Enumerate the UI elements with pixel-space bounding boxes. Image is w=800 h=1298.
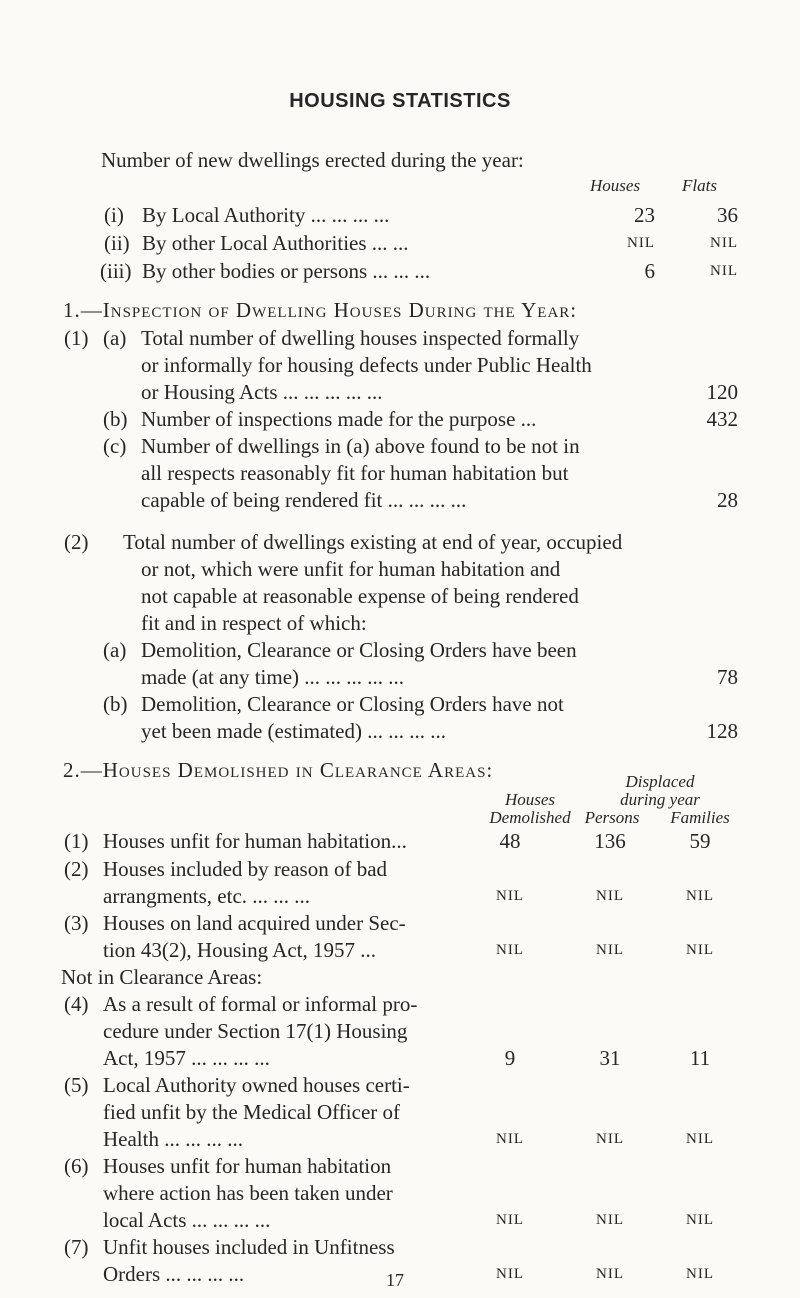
item2-line: fit and in respect of which: [141, 611, 367, 635]
row-text: By other Local Authorities ... ... [142, 231, 409, 255]
col-houses-header: Houses [590, 176, 641, 195]
a-line: or informally for housing defects under Public Health [141, 353, 592, 377]
row-text: Local Authority owned houses certi- [103, 1073, 410, 1097]
b-text: Number of inspections made for the purpose ... [141, 407, 537, 431]
row-text: cedure under Section 17(1) Housing [103, 1019, 408, 1043]
families-value: 59 [689, 829, 711, 853]
item2-line: not capable at reasonable expense of being rendered [141, 584, 579, 608]
houses-value: 9 [504, 1046, 516, 1070]
row-number: (i) [104, 203, 124, 227]
houses-value: 23 [634, 203, 655, 227]
row-text: Health ... ... ... ... [103, 1127, 243, 1151]
persons-value: NIL [596, 1266, 624, 1282]
houses-value: NIL [496, 1212, 524, 1228]
row-text: where action has been taken under [103, 1181, 393, 1205]
families-value: NIL [686, 1266, 714, 1282]
families-value: NIL [686, 1212, 714, 1228]
houses-value: 6 [644, 259, 655, 283]
houses-value: NIL [496, 942, 524, 958]
row-text: As a result of formal or informal pro- [103, 992, 418, 1016]
row-text: fied unfit by the Medical Officer of [103, 1100, 401, 1124]
e-line: yet been made (estimated) ... ... ... ... [141, 719, 446, 743]
c-line: all respects reasonably fit for human habitation but [141, 461, 569, 485]
row-text: Houses included by reason of bad [103, 857, 388, 881]
sub-label: (b) [103, 407, 128, 431]
d-line: Demolition, Clearance or Closing Orders have been [141, 638, 577, 662]
sub-label: (a) [103, 326, 127, 350]
item2-line: or not, which were unfit for human habitation and [141, 557, 561, 581]
persons-value: 31 [599, 1046, 621, 1070]
row-number: (5) [64, 1073, 89, 1097]
flats-value: NIL [710, 263, 738, 279]
row-number: (3) [64, 911, 89, 935]
row-number: (iii) [100, 259, 132, 283]
sub-label: (a) [103, 638, 127, 662]
persons-value: NIL [596, 1131, 624, 1147]
families-header: Families [670, 808, 730, 827]
row-text: Orders ... ... ... ... [103, 1262, 245, 1286]
intro-label: Number of new dwellings erected during the year: [101, 148, 524, 172]
houses-value: NIL [496, 888, 524, 904]
section-2-heading: 2.—Houses Demolished in Clearance Areas: [63, 758, 494, 782]
page-title: HOUSING STATISTICS [289, 90, 511, 112]
row-text: Act, 1957 ... ... ... ... [103, 1046, 270, 1070]
houses-value: NIL [496, 1131, 524, 1147]
d-line: made (at any time) ... ... ... ... ... [141, 665, 405, 689]
displaced-header: during year [620, 790, 700, 809]
persons-value: NIL [596, 888, 624, 904]
item2-line: Total number of dwellings existing at end of year, occupied [123, 530, 623, 554]
item-number: (1) [64, 326, 89, 350]
c-line: Number of dwellings in (a) above found to be not in [141, 434, 580, 458]
sub-label: (c) [103, 434, 127, 458]
persons-value: NIL [596, 1212, 624, 1228]
section-1-heading: 1.—Inspection of Dwelling Houses During the Year: [63, 298, 578, 322]
families-value: NIL [686, 888, 714, 904]
row-number: (6) [64, 1154, 89, 1178]
row-text: Houses unfit for human habitation... [103, 829, 407, 853]
row-number: (7) [64, 1235, 89, 1259]
not-clearance-label: Not in Clearance Areas: [61, 965, 263, 989]
c-value: 28 [717, 488, 738, 512]
item-number: (2) [64, 530, 89, 554]
e-value: 128 [706, 719, 738, 743]
persons-header: Persons [584, 808, 640, 827]
page-number: 17 [386, 1270, 404, 1290]
houses-value: 48 [499, 829, 521, 853]
persons-value: 136 [594, 829, 626, 853]
flats-value: NIL [710, 235, 738, 251]
houses-value: NIL [627, 235, 655, 251]
row-number: (4) [64, 992, 89, 1016]
d-value: 78 [717, 665, 738, 689]
c-line: capable of being rendered fit ... ... ... ... [141, 488, 467, 512]
sub-label: (b) [103, 692, 128, 716]
houses-header: Houses [504, 790, 556, 809]
houses-value: NIL [496, 1266, 524, 1282]
families-value: NIL [686, 942, 714, 958]
col-flats-header: Flats [682, 176, 717, 195]
displaced-header: Displaced [625, 772, 695, 791]
e-line: Demolition, Clearance or Closing Orders have not [141, 692, 564, 716]
row-text: By other bodies or persons ... ... ... [142, 259, 431, 283]
families-value: NIL [686, 1131, 714, 1147]
a-line: or Housing Acts ... ... ... ... ... [141, 380, 383, 404]
families-value: 11 [689, 1046, 711, 1070]
a-line: Total number of dwelling houses inspected formally [141, 326, 580, 350]
row-text: By Local Authority ... ... ... ... [142, 203, 390, 227]
row-number: (ii) [104, 231, 130, 255]
row-text: Houses on land acquired under Sec- [103, 911, 406, 935]
row-number: (2) [64, 857, 89, 881]
b-value: 432 [706, 407, 738, 431]
row-text: arrangments, etc. ... ... ... [103, 884, 311, 908]
row-number: (1) [64, 829, 89, 853]
flats-value: 36 [717, 203, 738, 227]
row-text: tion 43(2), Housing Act, 1957 ... [103, 938, 376, 962]
row-text: Unfit houses included in Unfitness [103, 1235, 395, 1259]
row-text: Houses unfit for human habitation [103, 1154, 392, 1178]
houses-header: Demolished [489, 808, 571, 827]
a-value: 120 [706, 380, 738, 404]
persons-value: NIL [596, 942, 624, 958]
row-text: local Acts ... ... ... ... [103, 1208, 271, 1232]
